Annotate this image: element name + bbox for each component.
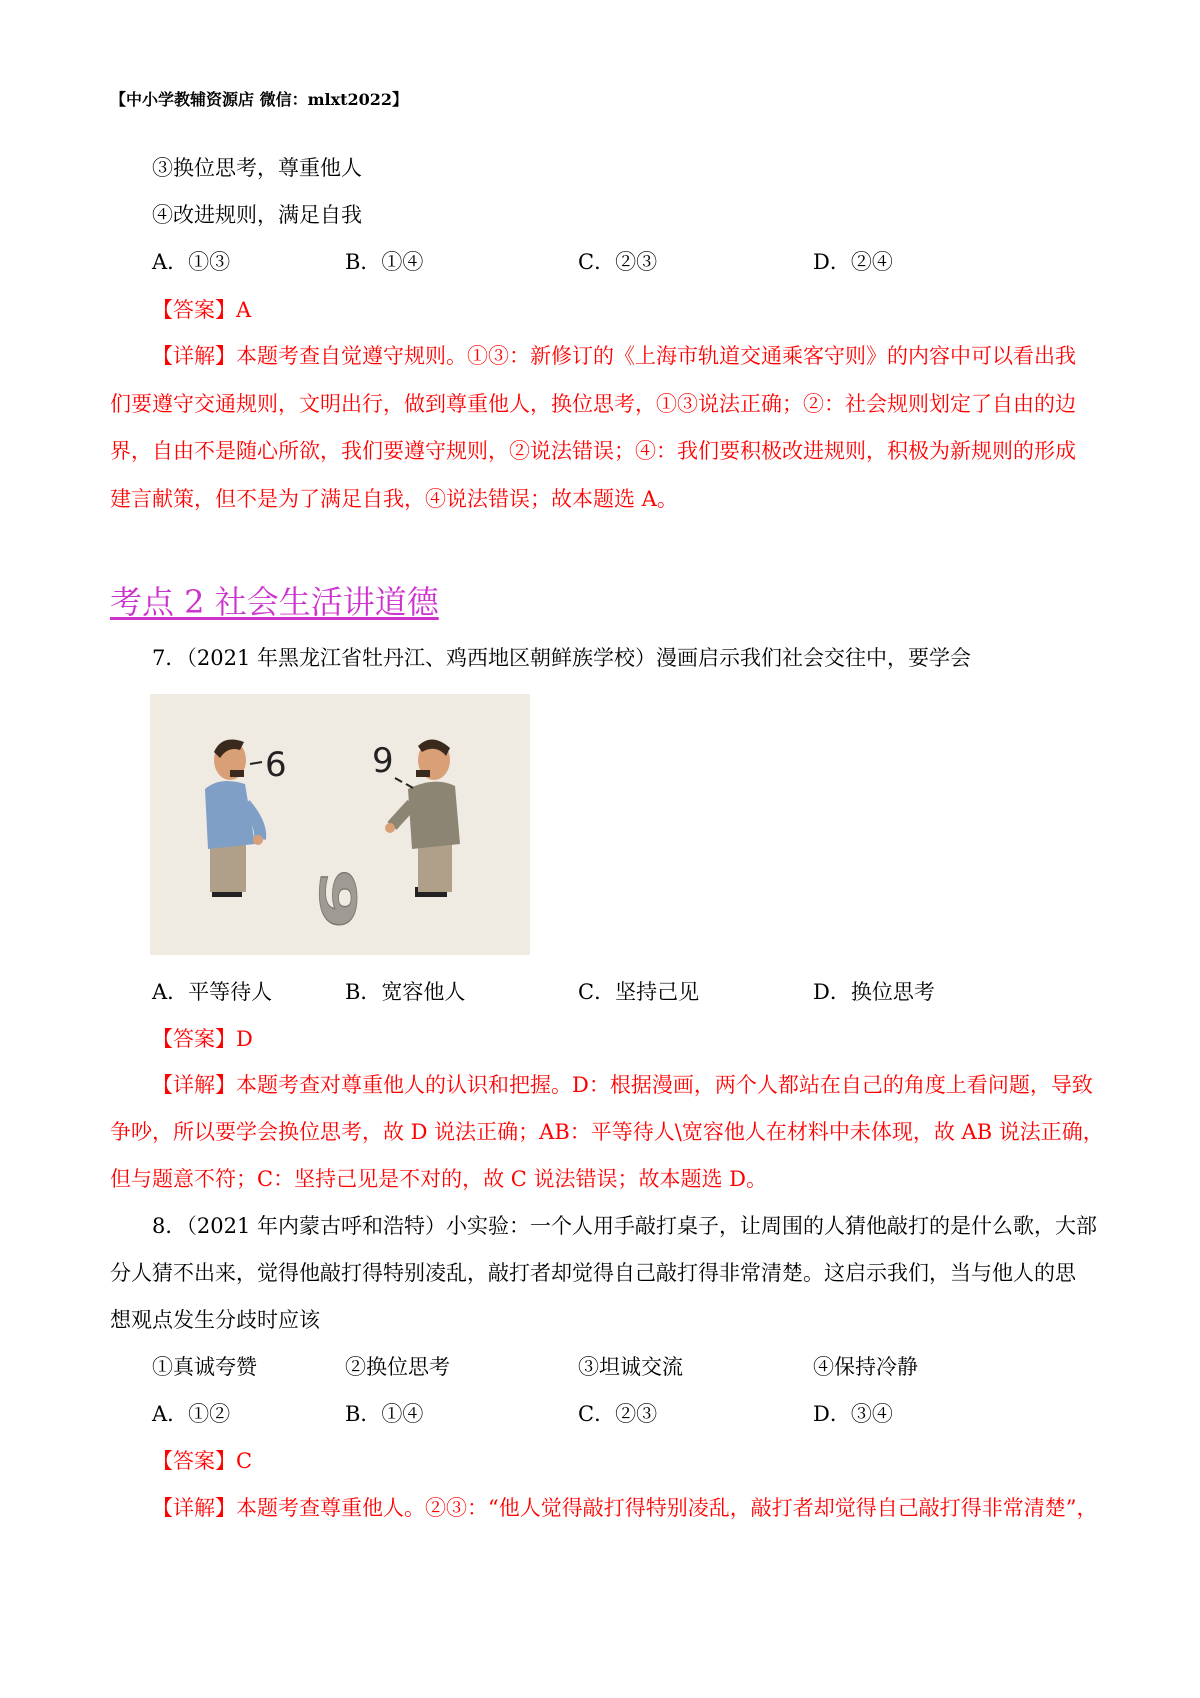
q6-explanation-line-1: 【详解】本题考查自觉遵守规则。①③：新修订的《上海市轨道交通乘客守则》的内容中可以看出我 — [152, 344, 1076, 368]
page-header: 【中小学教辅资源店 微信：mlxt2022】 — [110, 90, 409, 109]
left-speech-number: 6 — [265, 745, 287, 785]
q8-option-c: C．②③ — [578, 1402, 658, 1426]
q6-option-c: C．②③ — [578, 250, 658, 274]
q8-answer: 【答案】C — [152, 1449, 253, 1473]
q8-option-a: A．①② — [152, 1402, 231, 1426]
q7-explanation-line-2: 争吵，所以要学会换位思考，故 D 说法正确；AB：平等待人\宽容他人在材料中未体现，故 AB 说法正确， — [110, 1120, 1104, 1144]
q8-explanation-line-1: 【详解】本题考查尊重他人。②③：“他人觉得敲打得特别凌乱，敲打者却觉得自己敲打得非常清楚”， — [152, 1496, 1098, 1520]
right-speech-number: 9 — [372, 741, 394, 781]
q7-explanation-line-1: 【详解】本题考查对尊重他人的认识和把握。D：根据漫画，两个人都站在自己的角度上看问题，导致 — [152, 1073, 1093, 1097]
floor-number: 6 — [311, 867, 369, 931]
q6-option-d: D．②④ — [813, 250, 893, 274]
right-man-mustache — [416, 770, 430, 777]
q6-explanation-line-2: 们要遵守交通规则，文明出行，做到尊重他人，换位思考，①③说法正确；②：社会规则划定了自由的边 — [110, 392, 1076, 416]
q7-explanation-line-3: 但与题意不符；C：坚持己见是不对的，故 C 说法错误；故本题选 D。 — [110, 1167, 767, 1191]
q7-answer: 【答案】D — [152, 1027, 253, 1051]
left-man-mustache — [230, 770, 244, 777]
q7-option-b: B．宽容他人 — [345, 980, 466, 1004]
q6-option-a: A．①③ — [152, 250, 231, 274]
q6-explanation-line-4: 建言献策，但不是为了满足自我，④说法错误；故本题选 A。 — [110, 487, 678, 511]
cartoon-image — [150, 694, 530, 955]
q7-option-a: A．平等待人 — [152, 980, 273, 1004]
q7-option-c: C．坚持己见 — [578, 980, 700, 1004]
q8-stem-line-2: 分人猜不出来，觉得他敲打得特别凌乱，敲打者却觉得自己敲打得非常清楚。这启示我们，当与他人的思 — [110, 1261, 1076, 1285]
q7-option-d: D．换位思考 — [813, 980, 935, 1004]
q6-explanation-line-3: 界，自由不是随心所欲，我们要遵守规则，②说法错误；④：我们要积极改进规则，积极为新规则的形成 — [110, 439, 1076, 463]
left-man-pants — [210, 844, 246, 892]
q8-statement-1: ①真诚夸赞 — [152, 1355, 257, 1379]
q7-stem: 7．（2021 年黑龙江省牡丹江、鸡西地区朝鲜族学校）漫画启示我们社会交往中，要学会 — [152, 646, 971, 670]
q8-stem-line-3: 想观点发生分歧时应该 — [110, 1308, 320, 1332]
q8-stem-line-1: 8．（2021 年内蒙古呼和浩特）小实验：一个人用手敲打桌子，让周围的人猜他敲打的是什么歌，大部 — [152, 1214, 1097, 1238]
section-title: 考点 2 社会生活讲道德 — [110, 583, 439, 621]
right-man-shirt — [408, 782, 460, 849]
left-man-hand — [253, 835, 263, 845]
q8-option-d: D．③④ — [813, 1402, 893, 1426]
q8-option-b: B．①④ — [345, 1402, 424, 1426]
q8-statement-4: ④保持冷静 — [813, 1355, 918, 1379]
q6-statement-4: ④改进规则，满足自我 — [152, 203, 362, 227]
right-man-pants — [418, 844, 452, 892]
right-man-hand — [385, 823, 395, 833]
q6-statement-3: ③换位思考，尊重他人 — [152, 156, 362, 180]
q8-statement-3: ③坦诚交流 — [578, 1355, 683, 1379]
q8-statement-2: ②换位思考 — [345, 1355, 450, 1379]
q6-option-b: B．①④ — [345, 250, 424, 274]
q6-answer: 【答案】A — [152, 298, 252, 322]
